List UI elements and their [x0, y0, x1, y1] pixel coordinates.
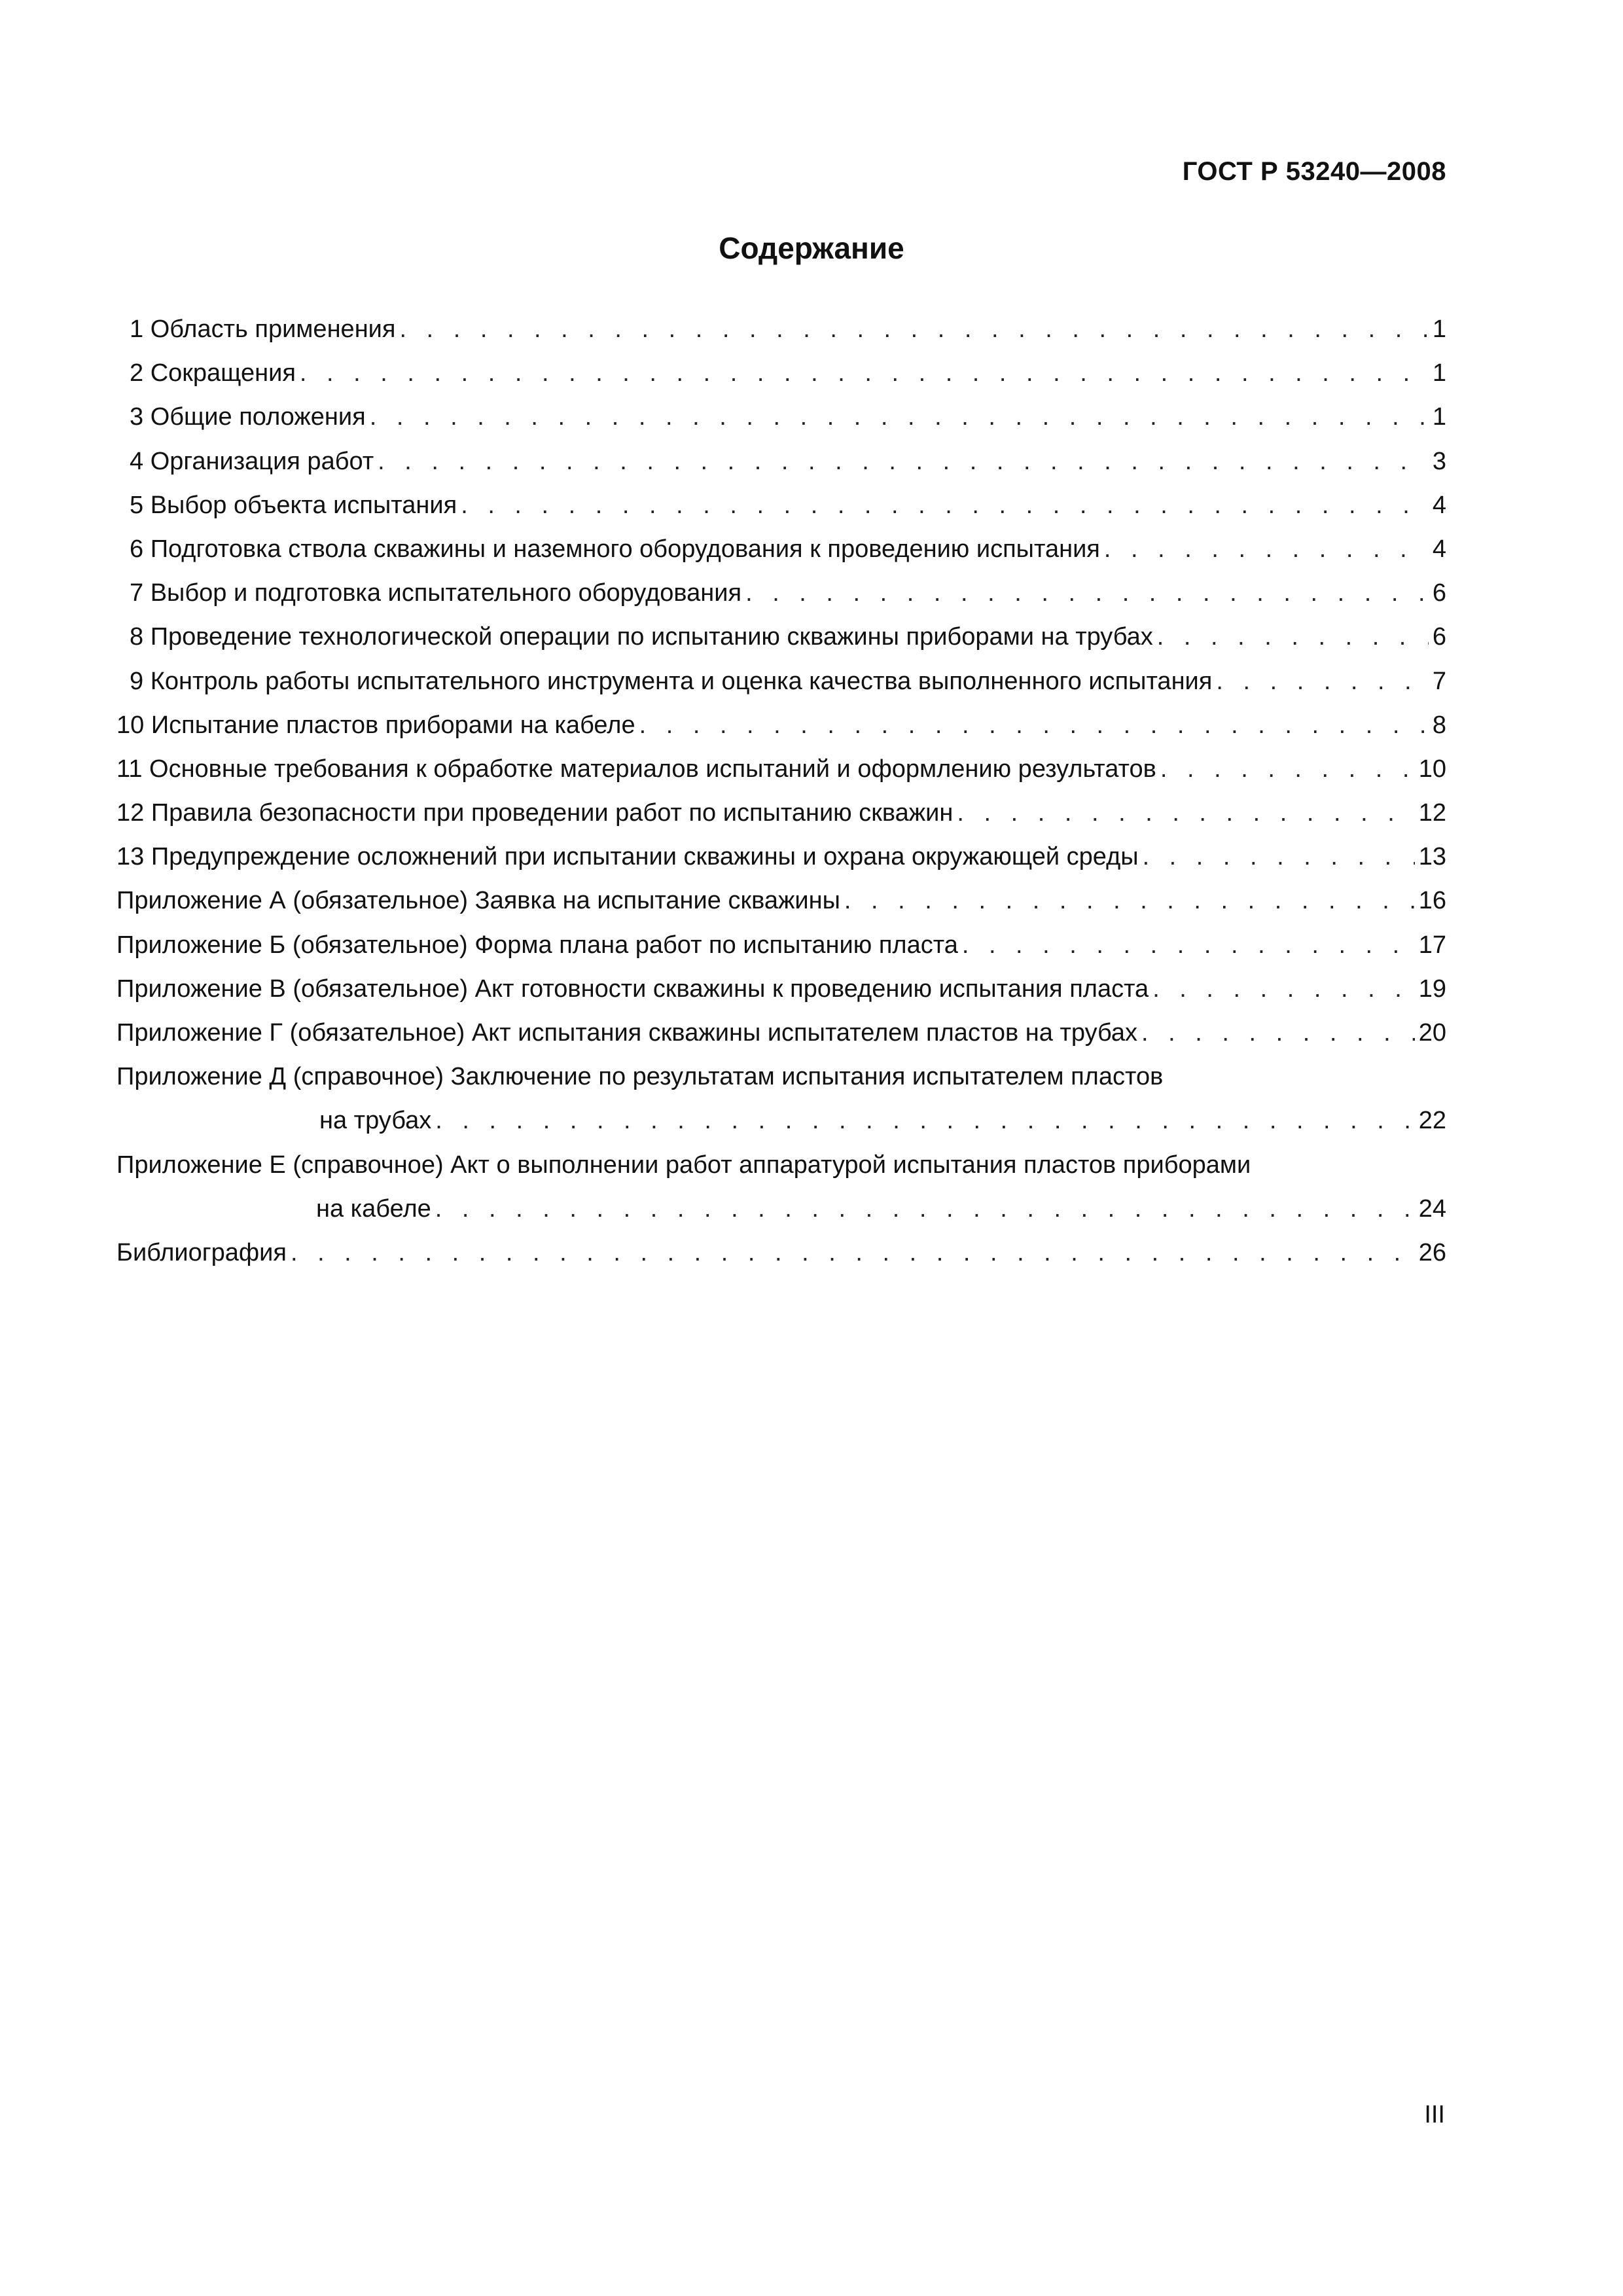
- toc-entry-title: Приложение Г (обязательное) Акт испытания скважины испытателем пластов на трубах: [116, 1019, 1138, 1047]
- toc-entry-page: 6: [1432, 623, 1446, 651]
- dot-leader: [435, 1187, 1415, 1231]
- toc-entry: [116, 395, 1446, 439]
- dot-leader: [1152, 967, 1415, 1011]
- dot-leader: [639, 704, 1429, 747]
- toc-entry: [116, 1011, 1446, 1055]
- toc-entry: [116, 1055, 1446, 1099]
- toc-entry: [116, 835, 1446, 879]
- dot-leader: [957, 791, 1414, 835]
- toc-entry-page: 7: [1432, 667, 1446, 695]
- toc-entry: [116, 1099, 1446, 1143]
- toc-entry-page: 13: [1418, 843, 1446, 871]
- toc-entry: [116, 440, 1446, 484]
- toc-entry-title: 10 Испытание пластов приборами на кабеле: [116, 711, 635, 739]
- toc-entry-title: 4 Организация работ: [130, 447, 374, 475]
- toc-entry: [116, 571, 1446, 615]
- toc-entry-title: 6 Подготовка ствола скважины и наземного оборудования к проведению испытания: [130, 535, 1100, 563]
- toc-entry-page: 16: [1418, 887, 1446, 915]
- toc-entry: [116, 351, 1446, 395]
- dot-leader: [378, 440, 1429, 484]
- toc-entry: [116, 967, 1446, 1011]
- toc-entry-title: 11 Основные требования к обработке материалов испытаний и оформлению результатов: [116, 755, 1156, 783]
- table-of-contents: [116, 308, 1446, 1275]
- toc-entry-page: 26: [1418, 1238, 1446, 1266]
- toc-entry-page: 4: [1432, 535, 1446, 563]
- dot-leader: [1143, 835, 1415, 879]
- dot-leader: [461, 484, 1429, 528]
- toc-entry-page: 1: [1432, 403, 1446, 431]
- dot-leader: [399, 308, 1428, 351]
- toc-entry-title: Библиография: [116, 1238, 287, 1266]
- toc-entry-page: 10: [1418, 755, 1446, 783]
- dot-leader: [844, 879, 1415, 923]
- toc-entry-page: 1: [1432, 359, 1446, 387]
- toc-entry-page: 17: [1418, 931, 1446, 959]
- toc-entry-title: 7 Выбор и подготовка испытательного оборудования: [130, 579, 742, 607]
- toc-entry: [116, 879, 1446, 923]
- dot-leader: [1216, 660, 1429, 704]
- toc-entry-title: 2 Сокращения: [130, 359, 296, 387]
- dot-leader: [300, 351, 1429, 395]
- toc-entry-title: 3 Общие положения: [130, 403, 366, 431]
- toc-entry-page: 22: [1418, 1107, 1446, 1135]
- toc-entry-title: 8 Проведение технологической операции по испытанию скважины приборами на трубах: [130, 623, 1153, 651]
- toc-entry-title: 12 Правила безопасности при проведении работ по испытанию скважин: [116, 799, 954, 827]
- toc-entry-title: 13 Предупреждение осложнений при испытании скважины и охрана окружающей среды: [116, 843, 1139, 871]
- toc-entry-title: Приложение Д (справочное) Заключение по результатам испытания испытателем пластов: [116, 1063, 1164, 1091]
- toc-entry-page: 3: [1432, 447, 1446, 475]
- toc-entry-title: 9 Контроль работы испытательного инструмента и оценка качества выполненного испытания: [130, 667, 1213, 695]
- dot-leader: [745, 571, 1429, 615]
- toc-entry: [116, 528, 1446, 571]
- dot-leader: [370, 395, 1429, 439]
- page-title: Содержание: [719, 231, 904, 265]
- toc-entry-page: 1: [1432, 315, 1446, 343]
- toc-entry: [116, 1231, 1446, 1275]
- document-code: ГОСТ Р 53240—2008: [1182, 157, 1446, 186]
- toc-entry: [116, 924, 1446, 967]
- toc-entry-page: 12: [1418, 799, 1446, 827]
- toc-entry: [116, 747, 1446, 791]
- toc-entry-title: на трубах: [319, 1107, 432, 1135]
- toc-entry-title: 5 Выбор объекта испытания: [130, 491, 457, 519]
- dot-leader: [291, 1231, 1415, 1275]
- toc-entry: [116, 1143, 1446, 1187]
- toc-entry-page: 19: [1418, 975, 1446, 1003]
- page-number: III: [1424, 2101, 1445, 2128]
- toc-entry-title: на кабеле: [316, 1194, 431, 1223]
- toc-entry: [116, 615, 1446, 659]
- toc-entry: [116, 484, 1446, 528]
- toc-entry-title: Приложение В (обязательное) Акт готовности скважины к проведению испытания пласта: [116, 975, 1149, 1003]
- dot-leader: [1104, 528, 1429, 571]
- dot-leader: [435, 1099, 1414, 1143]
- dot-leader: [1141, 1011, 1415, 1055]
- dot-leader: [1157, 615, 1429, 659]
- toc-entry-title: 1 Область применения: [130, 315, 396, 343]
- toc-entry: [116, 308, 1446, 351]
- toc-entry: [116, 660, 1446, 704]
- toc-entry: [116, 704, 1446, 747]
- toc-entry-page: 8: [1432, 711, 1446, 739]
- dot-leader: [962, 924, 1415, 967]
- dot-leader: [1160, 747, 1415, 791]
- toc-entry-title: Приложение Б (обязательное) Форма плана работ по испытанию пласта: [116, 931, 958, 959]
- toc-entry-page: 4: [1432, 491, 1446, 519]
- toc-entry-title: Приложение Е (справочное) Акт о выполнении работ аппаратурой испытания пластов приборами: [116, 1151, 1251, 1179]
- toc-entry-page: 20: [1418, 1019, 1446, 1047]
- toc-entry-page: 6: [1432, 579, 1446, 607]
- toc-entry-page: 24: [1418, 1194, 1446, 1223]
- toc-entry: [116, 1187, 1446, 1231]
- toc-entry: [116, 791, 1446, 835]
- toc-entry-title: Приложение А (обязательное) Заявка на испытание скважины: [116, 887, 840, 915]
